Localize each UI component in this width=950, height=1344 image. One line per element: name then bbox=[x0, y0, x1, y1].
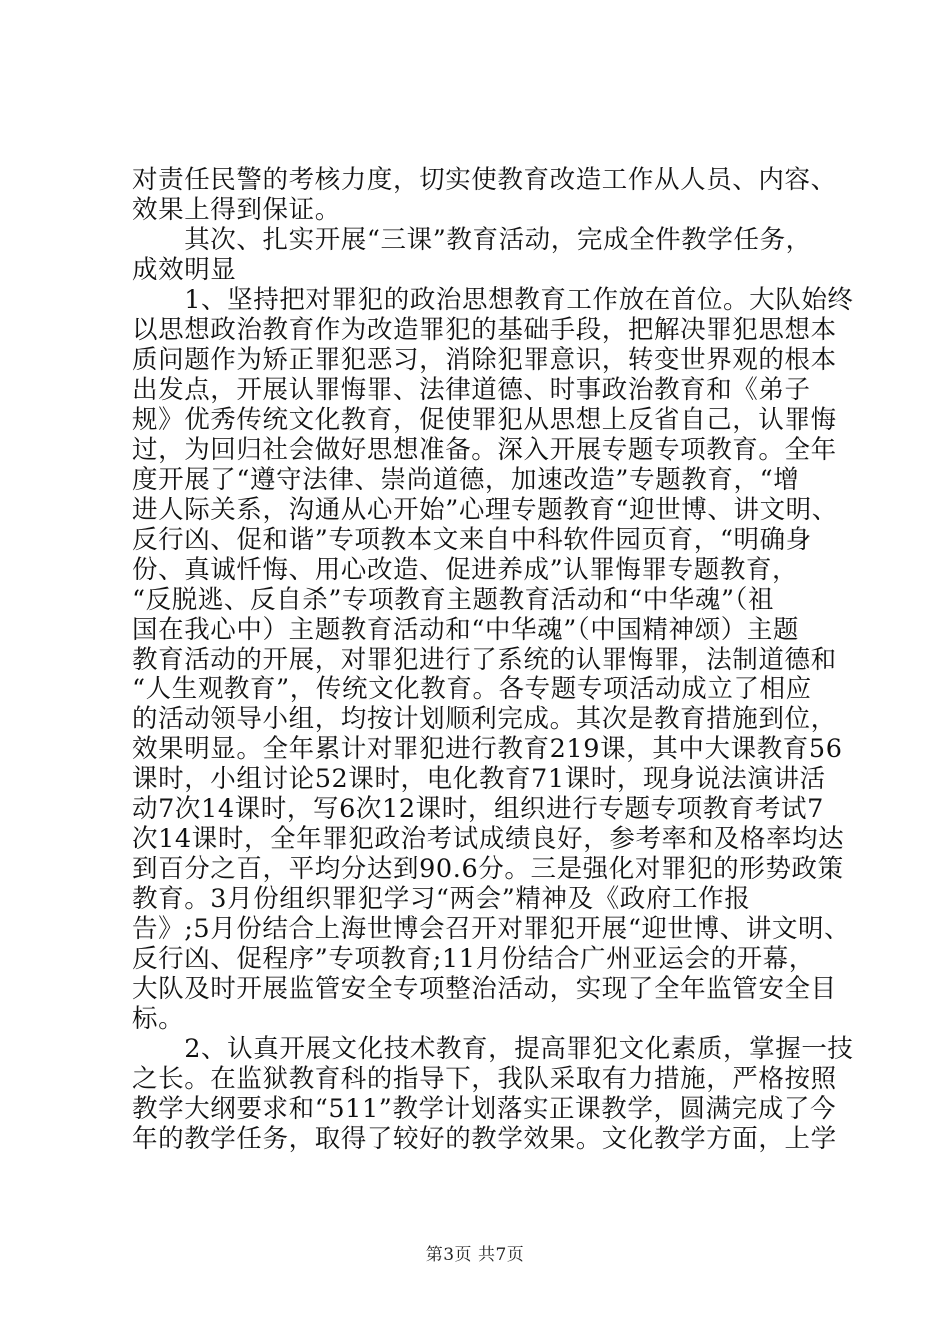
text-line: “人生观教育”，传统文化教育。各专题专项活动成立了相应 bbox=[132, 674, 812, 704]
text-line: 效果明显。全年累计对罪犯进行教育219课，其中大课教育56 bbox=[132, 734, 843, 764]
text-line: 规》优秀传统文化教育，促使罪犯从思想上反省自己，认罪悔 bbox=[132, 405, 837, 435]
text-line: 国在我心中）主题教育活动和“中华魂”（中国精神颂）主题 bbox=[132, 615, 800, 645]
text-line: 出发点，开展认罪悔罪、法律道德、时事政治教育和《弟子 bbox=[132, 375, 811, 405]
text-line: 其次、扎实开展“三课”教育活动，完成全件教学任务， bbox=[132, 225, 812, 255]
text-line: 以思想政治教育作为改造罪犯的基础手段，把解决罪犯思想本 bbox=[132, 315, 837, 345]
text-line: 年的教学任务，取得了较好的教学效果。文化教学方面，上学 bbox=[132, 1124, 837, 1154]
text-line: 份、真诚忏悔、用心改造、促进养成”认罪悔罪专题教育， bbox=[132, 555, 799, 585]
text-line: 次14课时，全年罪犯政治考试成绩良好，参考率和及格率均达 bbox=[132, 824, 845, 854]
text-line: 质问题作为矫正罪犯恶习，消除犯罪意识，转变世界观的根本 bbox=[132, 345, 837, 375]
text-line: 反行凶、促程序”专项教育;11月份结合广州亚运会的开幕， bbox=[132, 944, 815, 974]
text-line: 过，为回归社会做好思想准备。深入开展专题专项教育。全年 bbox=[132, 435, 837, 465]
text-line: 大队及时开展监管安全专项整治活动，实现了全年监管安全目 bbox=[132, 974, 837, 1004]
text-line: 成效明显 bbox=[132, 255, 237, 285]
text-line: 告》;5月份结合上海世博会召开对罪犯开展“迎世博、讲文明、 bbox=[132, 914, 851, 944]
text-line: 2、认真开展文化技术教育，提高罪犯文化素质，掌握一技 bbox=[132, 1034, 854, 1064]
page-footer: 第3页 共7页 bbox=[425, 1245, 525, 1265]
text-line: 的活动领导小组，均按计划顺利完成。其次是教育措施到位， bbox=[132, 704, 837, 734]
text-line: 教育。3月份组织罪犯学习“两会”精神及《政府工作报 bbox=[132, 884, 751, 914]
text-line: 课时，小组讨论52课时，电化教育71课时，现身说法演讲活 bbox=[132, 764, 826, 794]
text-line: 到百分之百，平均分达到90.6分。三是强化对罪犯的形势政策 bbox=[132, 854, 844, 884]
text-line: 进人际关系，沟通从心开始”心理专题教育“迎世博、讲文明、 bbox=[132, 495, 838, 525]
text-line: 标。 bbox=[132, 1004, 185, 1034]
text-line: 对责任民警的考核力度，切实使教育改造工作从人员、内容、 bbox=[132, 165, 837, 195]
text-line: 效果上得到保证。 bbox=[132, 195, 341, 225]
text-line: “反脱逃、反自杀”专项教育主题教育活动和“中华魂”（祖 bbox=[132, 585, 775, 615]
text-line: 之长。在监狱教育科的指导下，我队采取有力措施，严格按照 bbox=[132, 1064, 837, 1094]
text-line: 动7次14课时，写6次12课时，组织进行专题专项教育考试7 bbox=[132, 794, 824, 824]
text-line: 教学大纲要求和“511”教学计划落实正课教学，圆满完成了今 bbox=[132, 1094, 837, 1124]
text-line: 教育活动的开展，对罪犯进行了系统的认罪悔罪，法制道德和 bbox=[132, 645, 837, 675]
text-line: 度开展了“遵守法律、崇尚道德，加速改造”专题教育，“增 bbox=[132, 465, 800, 495]
text-line: 1、坚持把对罪犯的政治思想教育工作放在首位。大队始终 bbox=[132, 285, 854, 315]
text-line: 反行凶、促和谐”专项教本文来自中科软件园页育，“明确身 bbox=[132, 525, 812, 555]
